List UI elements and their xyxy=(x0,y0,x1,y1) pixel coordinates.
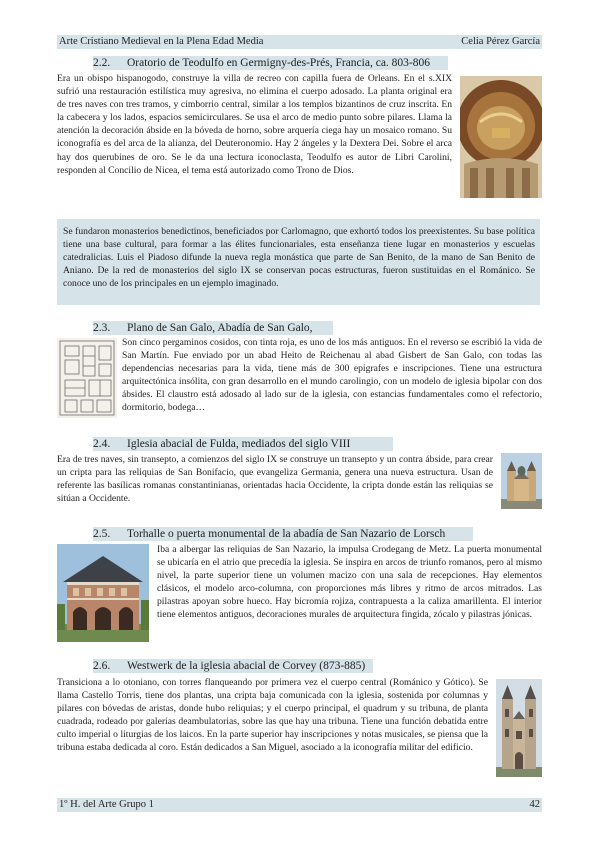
section-number: 2.5. xyxy=(93,528,111,540)
corvey-westwork-image xyxy=(496,679,542,777)
section-text-2-2: Era un obispo hispanogodo, construye la villa de recreo con capilla fuera de Orleans. En el s.XIX sufrió una restauración estilística muy agresiva, no elimina el cuerpo adosado. La planta original era de tres naves con tres tramos, y cimborrio central, similar a los templos bizantinos de cruz inscrita. En la cabecera y los lados, espacios semicirculares. Se usa el arco de medio punto sobre pilares. Llama la atención la decoración ábside en la bóveda de horno, sobre arquería ciega hay un mosaico romano. Su iconografía es del arca de la alianza, del Deuteronomio. Hay 2 ángeles y la Dextera Dei. Sobre el arca hay dos querubines de oro. Se le da una lectura iconoclasta, Teodulfo es autor de Libri Carolini, responden al Concilio de Nicea, el tema está autorizado como Trono de Dios. xyxy=(57,73,452,176)
st-gall-plan-image xyxy=(57,338,117,418)
lorsch-gate-illustration xyxy=(57,544,149,642)
section-text-2-4: Era de tres naves, sin transepto, a comienzos del siglo IX se construye un transepto y un contra ábside, para crear un cripta para las reliquias de San Bonifacio, que evangeliza Germania, genera una nueva estructura. Usan de referente las basílicas romanas constantinianas, orientadas hacia Occidente, la cripta donde están las reliquias se sitúan a Occidente. xyxy=(57,454,493,505)
footer-course-group: 1º H. del Arte Grupo 1 xyxy=(59,799,154,810)
page-number: 42 xyxy=(529,799,540,810)
highlight-box-text: Se fundaron monasterios benedictinos, beneficiados por Carlomagno, que exhortó todos los preexistentes. Su base política tiene una base cultural, para formar a las élites funcionariales, esta enseñanza tiene lugar en monasterios y escuelas catedralicias. Luis el Piadoso difunde la nueva regla monástica que parte de San Benito, de la mano de San Benito de Aniano. De la red de monasterios del siglo IX se conservan pocas estructuras, fueron sustituidas en el Románico. Se conoce uno de los principales en un ejemplo imaginado. xyxy=(63,226,535,290)
section-title: Westwerk de la iglesia abacial de Corvey (873-885) xyxy=(127,660,366,672)
section-heading-2-5 xyxy=(93,527,473,541)
section-heading-2-3 xyxy=(93,321,333,335)
section-title: Iglesia abacial de Fulda, mediados del siglo VIII xyxy=(127,438,351,450)
section-title: Oratorio de Teodulfo en Germigny-des-Prés, Francia, ca. 803-806 xyxy=(127,57,431,69)
section-text-2-6: Transiciona a lo otoniano, con torres flanqueando por primera vez el cuerpo central (Románico y Gótico). Se llama Castello Torris, tiene dos plantas, una cripta baja comunicada con la iglesia, sostenida por columnas y pilares con bóvedas de aristas, donde hubo reliquias; y el cuerpo principal, el quadrum y su tribuna, de planta cuadrada, rodeado por galerías deambulatorias, sobre las que hay una tribuna. Tiene una función debatida entre culto imperial o liturgias de los laicos. En la parte superior hay inscripciones y notas musicales, se piensa que la tribuna estaba dedicada al coro. Están dedicados a San Miguel, asociado a la iconografía militar del edificio. xyxy=(57,677,488,754)
section-number: 2.4. xyxy=(93,438,111,450)
apse-mosaic-illustration xyxy=(460,76,542,198)
st-gall-plan-illustration xyxy=(57,338,117,418)
fulda-church-illustration xyxy=(501,453,542,509)
section-heading-2-2 xyxy=(93,56,448,70)
page-footer xyxy=(57,798,542,812)
section-heading-2-4 xyxy=(93,437,393,451)
corvey-westwork-illustration xyxy=(496,679,542,777)
section-text-2-3: Son cinco pergaminos cosidos, con tinta roja, es uno de los más antiguos. En el reverso se escribió la vida de San Martín. Fue enviado por un abad Heito de Reichenau al abad Gisbert de San Galo, con todas las dependencias necesarias para la vida, tiene más de 300 epígrafes e inscripciones. Tiene una estructura arquitectónica insólita, con gran desarrollo en el mundo carolingio, con un modelo de iglesia bipolar con dos ábsides. El claustro está adosado al lado sur de la iglesia, con estancias fundamentales como el refectorio, dormitorio, bodega… xyxy=(122,337,542,414)
apse-mosaic-image xyxy=(460,76,542,198)
section-title: Plano de San Galo, Abadía de San Galo, xyxy=(127,322,313,334)
highlight-box xyxy=(57,219,540,305)
section-number: 2.2. xyxy=(93,57,111,69)
section-text-2-5: Iba a albergar las reliquias de San Nazario, la impulsa Crodegang de Metz. La puerta monumental se ubicaría en el atrio que precedía la iglesia. Se inspira en arcos de triunfo romanos, pero al mismo nivel, la parte superior tiene un volumen macizo con una sala de recepciones. Hay elementos clásicos, el modelo arco-columna, con proporciones más libres y ritmo de arcos mitrados. Las pilastras apoyan sobre hueco. Hay bicromía rojiza, contrapuesta a la caliza amarillenta. El interior tiene elementos antiguos, decoraciones murales de arquitectura fingida, zócalo y pilastras jónicas. xyxy=(157,544,542,621)
section-number: 2.3. xyxy=(93,322,111,334)
header-course-title: Arte Cristiano Medieval en la Plena Edad Media xyxy=(59,36,264,47)
section-heading-2-6 xyxy=(93,659,373,673)
fulda-church-image xyxy=(501,453,542,509)
section-title: Torhalle o puerta monumental de la abadía de San Nazario de Lorsch xyxy=(127,528,446,540)
section-number: 2.6. xyxy=(93,660,111,672)
page-header xyxy=(57,35,542,49)
header-author: Celia Pérez García xyxy=(461,36,540,47)
lorsch-gate-image xyxy=(57,544,149,642)
